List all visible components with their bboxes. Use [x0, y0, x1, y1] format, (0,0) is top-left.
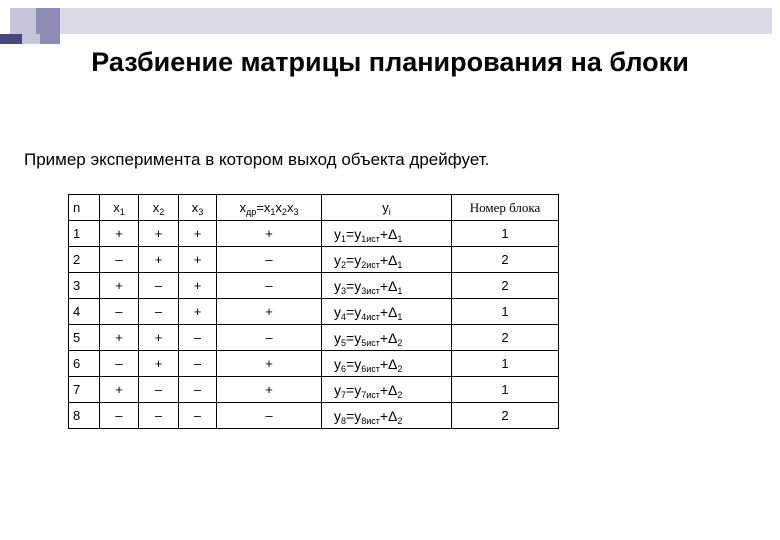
- cell-block-number: 1: [452, 299, 559, 325]
- cell-x2: +: [139, 247, 179, 273]
- slide-title: Разбиение матрицы планирования на блоки: [91, 47, 689, 77]
- cell-x1: +: [100, 273, 139, 299]
- cell-x1: –: [100, 403, 139, 429]
- cell-x3: +: [179, 221, 217, 247]
- cell-xdr: –: [217, 273, 322, 299]
- cell-x1: –: [100, 247, 139, 273]
- cell-n: 2: [69, 247, 100, 273]
- cell-x1: +: [100, 221, 139, 247]
- header-yi: $y_i$: [322, 195, 452, 221]
- cell-x3: –: [179, 351, 217, 377]
- cell-x3: +: [179, 299, 217, 325]
- table-row: [69, 247, 559, 273]
- cell-xdr: +: [217, 351, 322, 377]
- table-row: [69, 377, 559, 403]
- cell-n: 4: [69, 299, 100, 325]
- cell-x2: +: [139, 325, 179, 351]
- cell-x3: –: [179, 377, 217, 403]
- cell-xdr: –: [217, 403, 322, 429]
- cell-n: 6: [69, 351, 100, 377]
- cell-x3: +: [179, 247, 217, 273]
- cell-x3: +: [179, 273, 217, 299]
- header-xdr: $x_{др}=x_1x_2x_3$: [217, 195, 322, 221]
- cell-yi: $y_2=y_{2ист}+\Delta_1$: [322, 247, 452, 273]
- cell-block-number: 1: [452, 377, 559, 403]
- cell-x2: –: [139, 299, 179, 325]
- cell-x1: +: [100, 377, 139, 403]
- header-n: n: [69, 195, 100, 221]
- cell-x2: –: [139, 403, 179, 429]
- table-row: [69, 273, 559, 299]
- cell-block-number: 2: [452, 325, 559, 351]
- cell-xdr: +: [217, 377, 322, 403]
- table-header-row: [69, 195, 559, 221]
- cell-x2: +: [139, 351, 179, 377]
- cell-block-number: 2: [452, 247, 559, 273]
- cell-yi: $y_5=y_{5ист}+\Delta_2$: [322, 325, 452, 351]
- cell-n: 1: [69, 221, 100, 247]
- header-block-number: Номер блока: [452, 195, 559, 221]
- cell-yi: $y_4=y_{4ист}+\Delta_1$: [322, 299, 452, 325]
- cell-x3: –: [179, 403, 217, 429]
- cell-x2: +: [139, 221, 179, 247]
- header-x2: $x_2$: [139, 195, 179, 221]
- cell-x3: –: [179, 325, 217, 351]
- table-row: [69, 299, 559, 325]
- cell-x2: –: [139, 377, 179, 403]
- cell-yi: $y_6=y_{6ист}+\Delta_2$: [322, 351, 452, 377]
- cell-x1: +: [100, 325, 139, 351]
- cell-n: 5: [69, 325, 100, 351]
- cell-yi: $y_3=y_{3ист}+\Delta_1$: [322, 273, 452, 299]
- cell-x1: –: [100, 351, 139, 377]
- cell-x2: –: [139, 273, 179, 299]
- table-row: [69, 325, 559, 351]
- table-row: [69, 403, 559, 429]
- cell-x1: –: [100, 299, 139, 325]
- cell-block-number: 1: [452, 221, 559, 247]
- header-x3: $x_3$: [179, 195, 217, 221]
- table-row: [69, 221, 559, 247]
- cell-yi: $y_8=y_{8ист}+\Delta_2$: [322, 403, 452, 429]
- cell-xdr: –: [217, 247, 322, 273]
- cell-block-number: 2: [452, 403, 559, 429]
- cell-block-number: 1: [452, 351, 559, 377]
- cell-yi: $y_7=y_{7ист}+\Delta_2$: [322, 377, 452, 403]
- header-bar: [60, 8, 772, 34]
- cell-xdr: –: [217, 325, 322, 351]
- cell-n: 7: [69, 377, 100, 403]
- cell-xdr: +: [217, 221, 322, 247]
- cell-block-number: 2: [452, 273, 559, 299]
- cell-xdr: +: [217, 299, 322, 325]
- cell-n: 3: [69, 273, 100, 299]
- header-x1: $x_1$: [100, 195, 139, 221]
- cell-n: 8: [69, 403, 100, 429]
- planning-matrix-table: [68, 194, 559, 429]
- slide-subtitle: Пример эксперимента в котором выход объекта дрейфует.: [24, 150, 490, 169]
- table-row: [69, 351, 559, 377]
- cell-yi: $y_1=y_{1ист}+\Delta_1$: [322, 221, 452, 247]
